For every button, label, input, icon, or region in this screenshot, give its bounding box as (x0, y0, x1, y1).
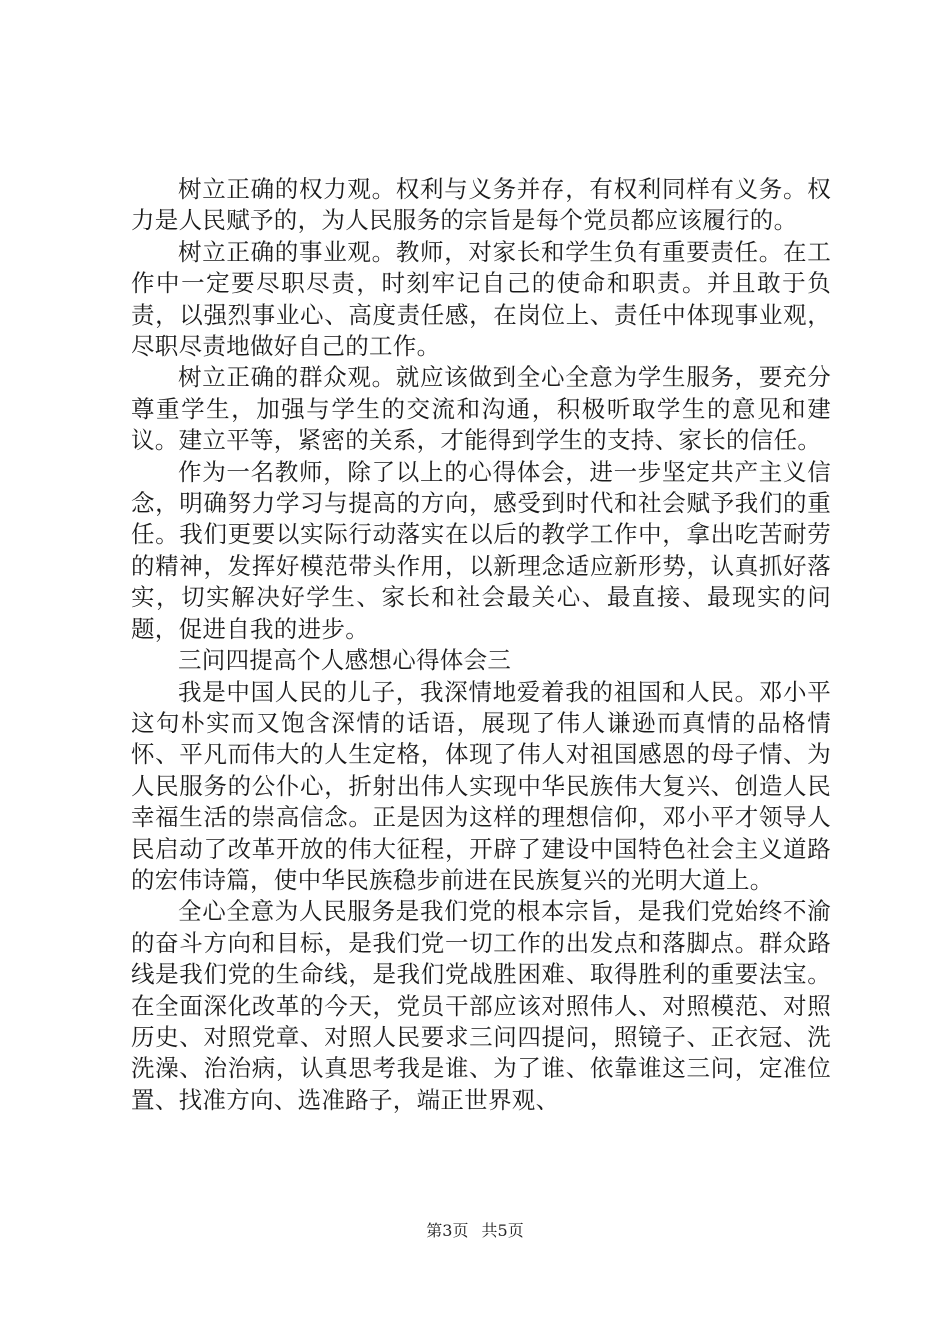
paragraph-deng-quote: 我是中国人民的儿子，我深情地爱着我的祖国和人民。邓小平这句朴实而又饱含深情的话语，展现了伟人谦逊而真情的品格情怀、平凡而伟大的人生定格，体现了伟人对祖国感恩的母子情、为人民服务的公仆心，折射出伟人实现中华民族伟大复兴、创造人民幸福生活的崇高信念。正是因为这样的理想信仰，邓小平才领导人民启动了改革开放的伟大征程，开辟了建设中国特色社会主义道路的宏伟诗篇，使中华民族稳步前进在民族复兴的光明大道上。 (131, 677, 831, 894)
page-total: 共5页 (481, 1221, 524, 1240)
paragraph-teacher-reflection: 作为一名教师，除了以上的心得体会，进一步坚定共产主义信念，明确努力学习与提高的方向，感受到时代和社会赋予我们的重任。我们更要以实际行动落实在以后的教学工作中，拿出吃苦耐劳的精神，发挥好模范带头作用，以新理念适应新形势，认真抓好落实，切实解决好学生、家长和社会最关心、最直接、最现实的问题，促进自我的进步。 (131, 457, 831, 643)
section-title: 三问四提高个人感想心得体会三 (178, 646, 512, 675)
paragraph-career-view: 树立正确的事业观。教师，对家长和学生负有重要责任。在工作中一定要尽职尽责，时刻牢记自己的使命和职责。并且敢于负责，以强烈事业心、高度责任感，在岗位上、责任中体现事业观，尽职尽责地做好自己的工作。 (131, 237, 831, 361)
paragraph-power-view: 树立正确的权力观。权利与义务并存，有权利同样有义务。权力是人民赋予的，为人民服务的宗旨是每个党员都应该履行的。 (131, 175, 831, 235)
document-body (131, 174, 831, 1116)
paragraph-mass-view: 树立正确的群众观。就应该做到全心全意为学生服务，要充分尊重学生，加强与学生的交流和沟通，积极听取学生的意见和建议。建立平等，紧密的关系，才能得到学生的支持、家长的信任。 (131, 363, 831, 455)
page-number: 第3页 (426, 1221, 469, 1240)
paragraph-serve-people: 全心全意为人民服务是我们党的根本宗旨，是我们党始终不渝的奋斗方向和目标，是我们党一切工作的出发点和落脚点。群众路线是我们党的生命线，是我们党战胜困难、取得胜利的重要法宝。在全面深化改革的今天，党员干部应该对照伟人、对照模范、对照历史、对照党章、对照人民要求三问四提问，照镜子、正衣冠、洗洗澡、治治病，认真思考我是谁、为了谁、依靠谁这三问，定准位置、找准方向、选准路子，端正世界观、 (131, 897, 831, 1114)
page-footer (0, 1218, 950, 1241)
